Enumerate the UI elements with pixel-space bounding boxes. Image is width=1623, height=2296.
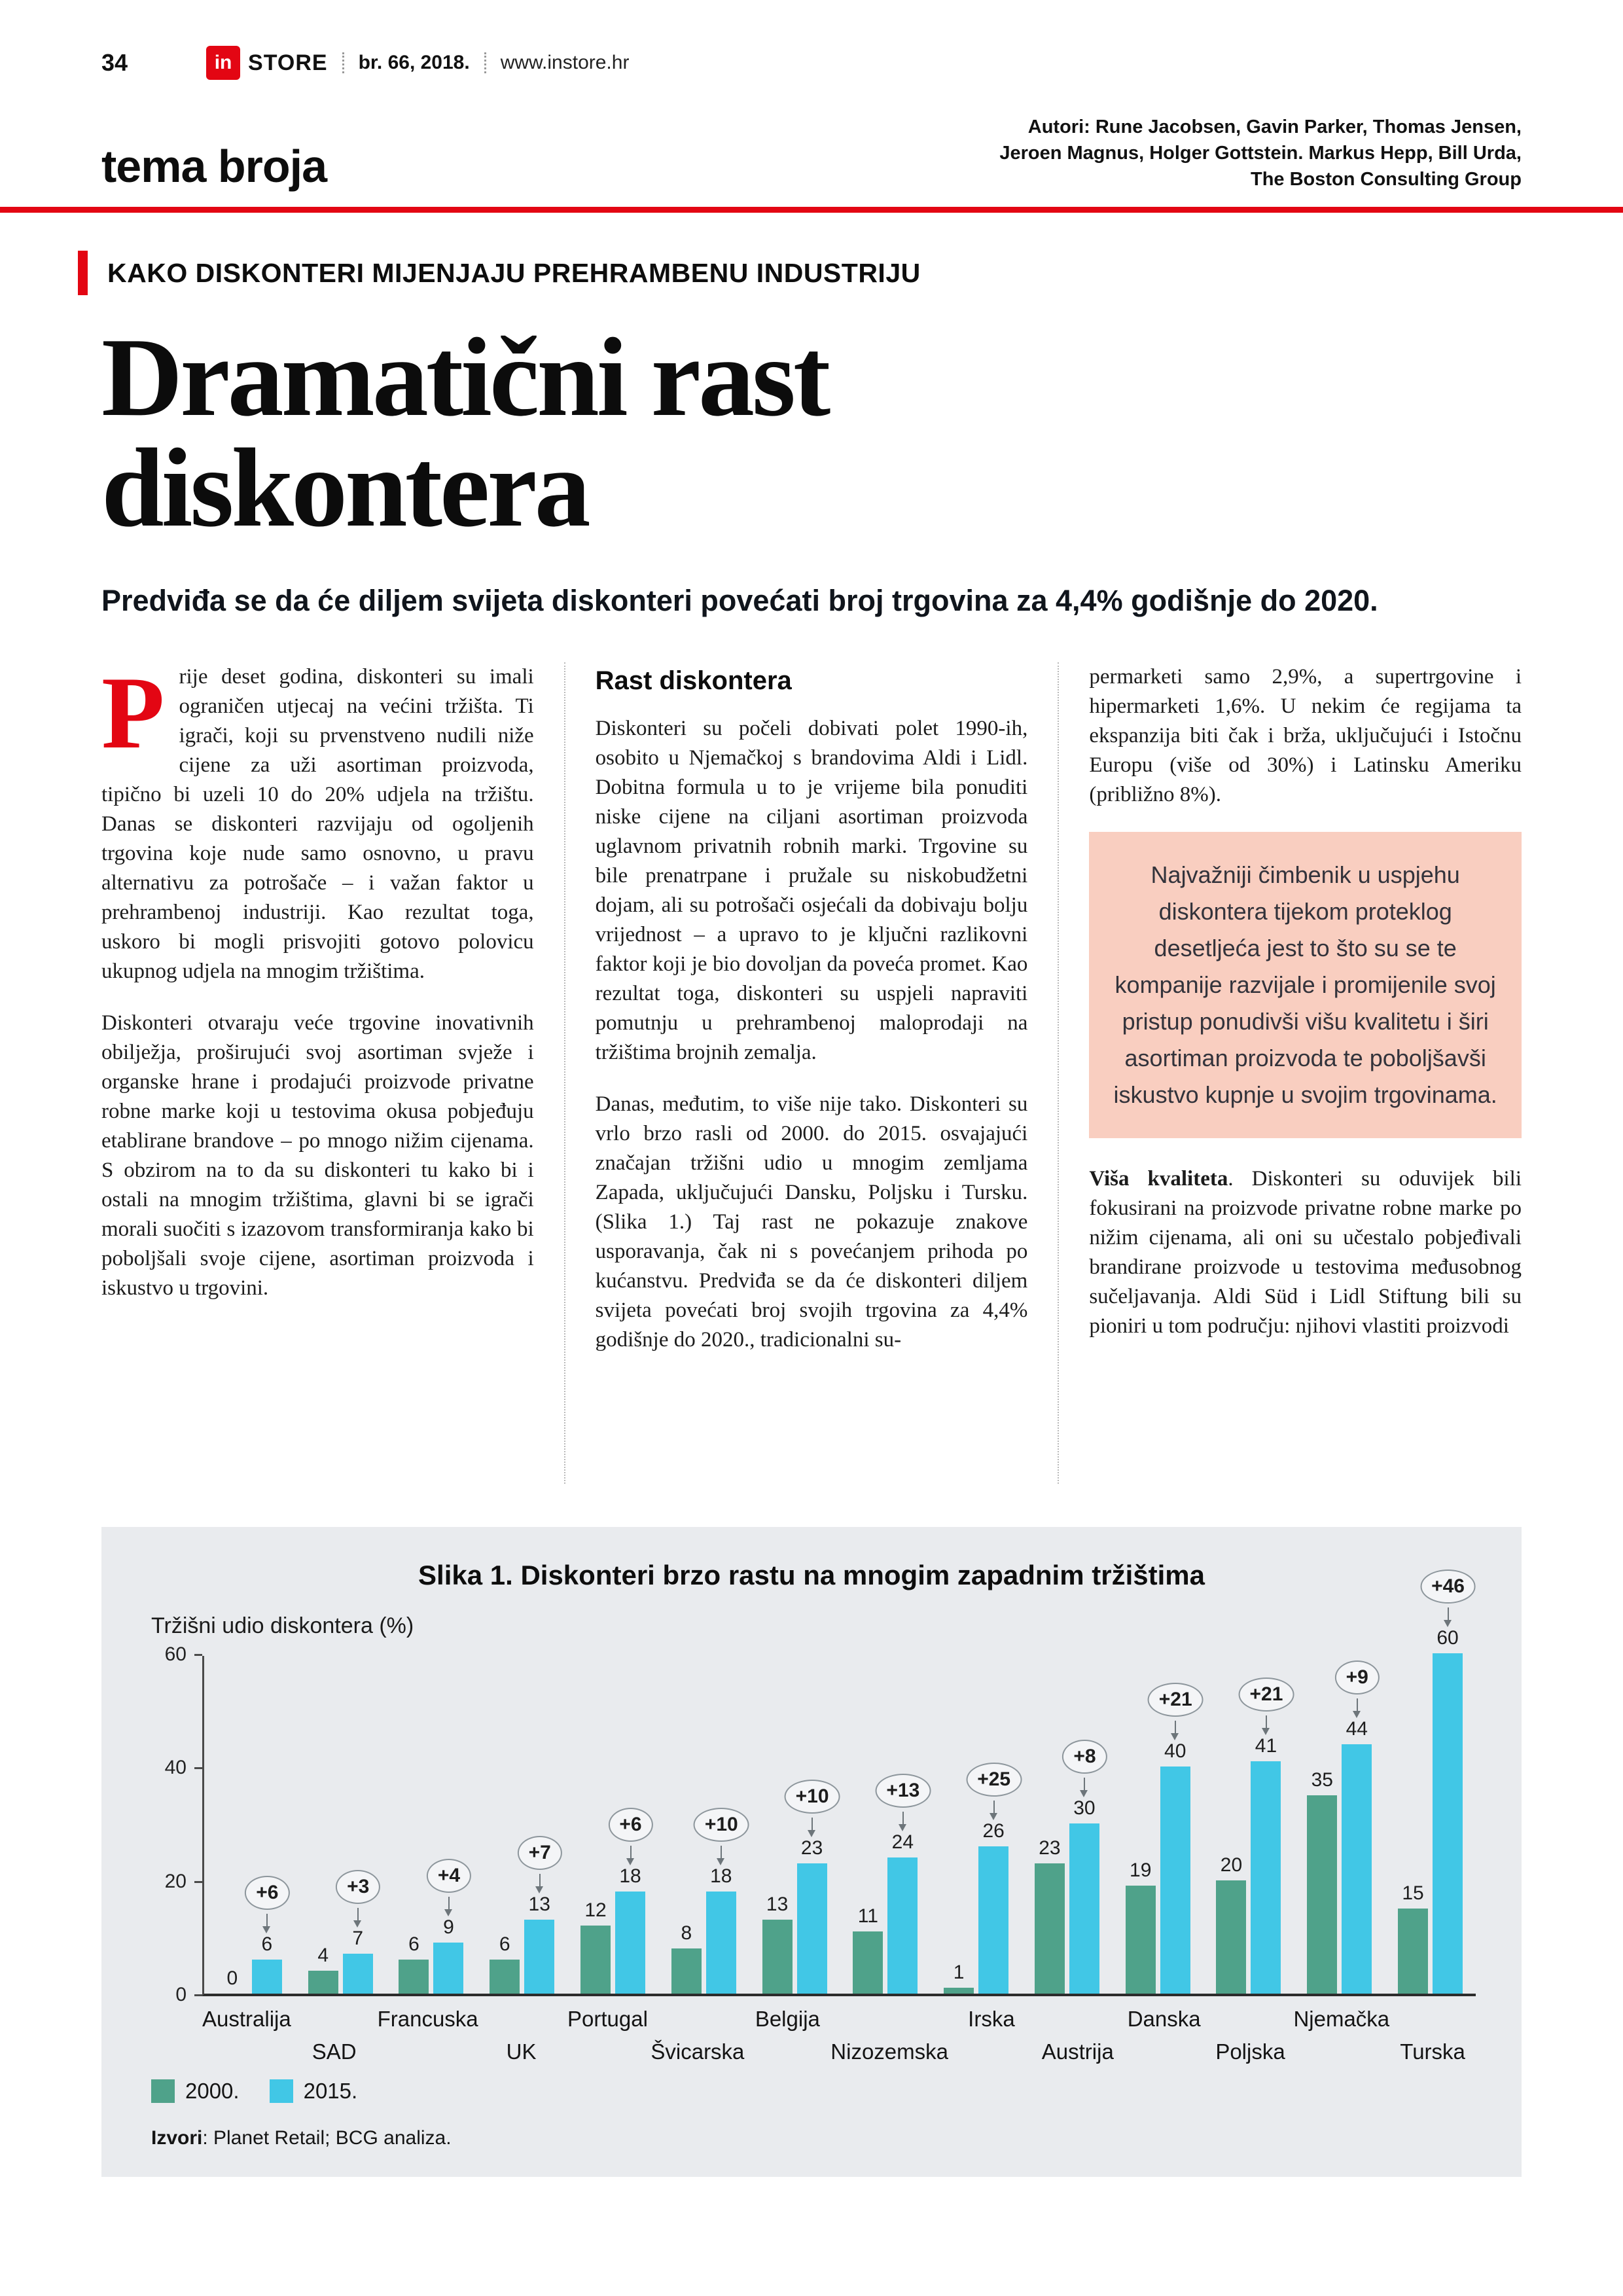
- delta-badge-nizozemska: +13: [875, 1774, 931, 1808]
- source-text: : Planet Retail; BCG analiza.: [202, 2127, 452, 2149]
- bar-column: [433, 1916, 463, 1994]
- x-label-nizozemska: Nizozemska: [830, 2039, 948, 2064]
- paragraph: [1089, 1164, 1522, 1341]
- delta-badge-sad: +3: [336, 1870, 380, 1904]
- bar-group-nizozemska: [840, 1656, 931, 1994]
- bar-2015-nizozemska: [887, 1857, 918, 1994]
- column-2: [564, 662, 1028, 1484]
- delta-arrow: [1266, 1715, 1267, 1732]
- bar-2000-poljska: [1216, 1880, 1246, 1994]
- bar-value-label: 60: [1436, 1627, 1459, 1649]
- article-columns: [101, 662, 1522, 1484]
- chart-x-axis-labels: [202, 1996, 1476, 2076]
- bar-value-label: 13: [766, 1893, 789, 1916]
- x-label-australija: Australija: [202, 2007, 291, 2032]
- bar-2000-uk: [490, 1960, 520, 1994]
- delta-badge-njemačka: +9: [1335, 1660, 1380, 1695]
- bar-value-label: 12: [584, 1899, 607, 1922]
- bar-2015-austrija: [1069, 1823, 1099, 1994]
- bar-value-label: 40: [1164, 1740, 1186, 1763]
- bar-group-danska: [1113, 1656, 1204, 1994]
- bar-column: [1342, 1718, 1372, 1994]
- bar-group-austrija: [1022, 1656, 1113, 1994]
- y-tick-label-0: 0: [175, 1984, 187, 2006]
- bar-group-australija: [204, 1656, 295, 1994]
- bar-value-label: 0: [226, 1967, 238, 1990]
- chart-y-axis: [147, 1643, 202, 2006]
- logo-store-text: STORE: [248, 50, 328, 75]
- bar-value-label: 41: [1255, 1734, 1277, 1757]
- bar-column: [1251, 1735, 1281, 1994]
- headline-line-1: Dramatični rast: [101, 315, 829, 440]
- bar-2015-njemačka: [1342, 1744, 1372, 1994]
- bar-2000-danska: [1126, 1886, 1156, 1994]
- article-kicker: KAKO DISKONTERI MIJENJAJU PREHRAMBENU INDUSTRIJU: [107, 257, 921, 288]
- bar-value-label: 7: [352, 1928, 364, 1950]
- x-label-njemačka: Njemačka: [1293, 2007, 1390, 2032]
- delta-badge-francuska: +4: [427, 1859, 471, 1893]
- delta-arrow: [1357, 1698, 1358, 1715]
- bar-2015-francuska: [433, 1943, 463, 1994]
- legend-label: 2015.: [303, 2079, 358, 2104]
- website-url[interactable]: www.instore.hr: [500, 52, 630, 73]
- bar-column: [343, 1928, 373, 1994]
- instore-logo-mark: [206, 46, 240, 80]
- delta-badge-belgija: +10: [785, 1780, 840, 1814]
- bar-value-label: 6: [261, 1933, 273, 1956]
- chart-y-axis-label: Tržišni udio diskontera (%): [151, 1613, 414, 1639]
- bar-column: [797, 1837, 827, 1994]
- bar-group-turska: [1385, 1575, 1476, 1994]
- y-tick-label-20: 20: [164, 1870, 187, 1892]
- delta-arrow: [539, 1874, 541, 1891]
- bar-column: [580, 1899, 611, 1994]
- bar-group-švicarska: [658, 1656, 749, 1994]
- bar-value-label: 6: [499, 1933, 510, 1956]
- x-label-danska: Danska: [1127, 2007, 1201, 2032]
- authors-line-2: Jeroen Magnus, Holger Gottstein. Markus Hepp, Bill Urda,: [999, 143, 1522, 164]
- authors-line-1: Autori: Rune Jacobsen, Gavin Parker, Thomas Jensen,: [1027, 117, 1522, 137]
- bar-value-label: 23: [1039, 1837, 1061, 1859]
- x-label-sad: SAD: [312, 2039, 357, 2064]
- bar-group-poljska: [1204, 1656, 1294, 1994]
- y-tick-label-40: 40: [164, 1757, 187, 1779]
- y-tick-label-60: 60: [164, 1643, 187, 1666]
- bar-value-label: 44: [1346, 1717, 1368, 1740]
- bar-value-label: 18: [619, 1865, 641, 1888]
- bar-value-label: 19: [1130, 1859, 1152, 1882]
- issue-number: br. 66, 2018.: [358, 52, 470, 73]
- kicker-row: [101, 251, 1522, 295]
- delta-arrow: [1175, 1721, 1176, 1738]
- delta-badge-portugal: +6: [608, 1808, 652, 1842]
- masthead-row: [101, 46, 1522, 80]
- delta-badge-danska: +21: [1148, 1683, 1204, 1717]
- bar-group-portugal: [567, 1656, 658, 1994]
- delta-arrow: [993, 1801, 995, 1818]
- bar-column: [308, 1945, 338, 1994]
- bar-2015-poljska: [1251, 1761, 1281, 1994]
- delta-arrow: [630, 1846, 632, 1863]
- kicker-red-bar: [78, 251, 88, 295]
- logo-in-text: in: [214, 52, 232, 73]
- delta-arrow: [1084, 1778, 1085, 1795]
- delta-arrow: [266, 1914, 268, 1931]
- authors-line-3: The Boston Consulting Group: [1250, 169, 1522, 190]
- bar-column: [1216, 1854, 1246, 1994]
- bar-column: [706, 1865, 736, 1994]
- x-label-poljska: Poljska: [1215, 2039, 1285, 2064]
- legend-swatch: [270, 2079, 293, 2103]
- bar-2015-belgija: [797, 1863, 827, 1994]
- bar-2015-irska: [978, 1846, 1008, 1994]
- bar-2015-švicarska: [706, 1892, 736, 1994]
- paragraph: Diskonteri su počeli dobivati polet 1990-ih, osobito u Njemačkoj s brandovima Aldi i Lidl. Dobitna formula u to je vrijeme bila ponuditi niske cijene na ciljani asortiman proizvoda uglavnom privatnih robnih marki. Trgovine su bile prenatrpane i pružale su niskobudžetni dojam, ali su potrošači osjećali da dobivaju bolju vrijednost – a upravo to je ključni razlikovni faktor koji je bio dovoljan da poveća promet. Kao rezultat toga, diskonteri su uspjeli napraviti pomutnju u prehrambenoj maloprodaji na tržištima brojnih zemalja.: [595, 717, 1028, 1065]
- section-title: tema broja: [101, 141, 327, 192]
- paragraph: [101, 662, 534, 986]
- legend-label: 2000.: [185, 2079, 240, 2104]
- bar-column: [524, 1893, 554, 1994]
- legend-item-2015: [270, 2079, 358, 2104]
- bar-group-irska: [931, 1656, 1022, 1994]
- bar-value-label: 23: [800, 1837, 823, 1859]
- bar-value-label: 20: [1220, 1854, 1243, 1876]
- x-label-portugal: Portugal: [567, 2007, 648, 2032]
- bar-value-label: 30: [1073, 1797, 1096, 1820]
- article-deck: Predviđa se da će diljem svijeta diskonteri povećati broj trgovina za 4,4% godišnje do 2020.: [101, 584, 1378, 618]
- paragraph: Diskonteri otvaraju veće trgovine inovativnih obilježja, proširujući svoj asortiman svježe i organske hrane i prodajući proizvode privatne robne marke koji u testovima okusa pobjeđuju etablirane brandove – po mnogo nižim cijenama. S obzirom na to da su diskonteri tu kako bi i ostali na mnogim tržištima, glavni bi se igrači morali suočiti s izazovom transformiranja kako bi poboljšali svoje cijene, asortiman proizvoda i iskustvo u trgovini.: [101, 1011, 534, 1300]
- bar-value-label: 8: [681, 1922, 692, 1944]
- y-tick-mark: [194, 1767, 202, 1769]
- paragraph: permarketi samo 2,9%, a supertrgovine i hipermarketi 1,6%. U nekim će regijama ta ekspanzija biti čak i brža, uključujući i Istočnu Europu (više od 30%) i Latinsku Ameriku (približno 8%).: [1089, 665, 1522, 807]
- bar-group-sad: [295, 1656, 386, 1994]
- delta-arrow: [721, 1846, 722, 1863]
- delta-arrow: [1448, 1607, 1449, 1624]
- bar-group-uk: [476, 1656, 567, 1994]
- bar-2015-uk: [524, 1920, 554, 1994]
- bar-value-label: 18: [710, 1865, 732, 1888]
- y-tick-mark: [194, 1654, 202, 1656]
- bar-column: [615, 1865, 645, 1994]
- bar-column: [1069, 1797, 1099, 1994]
- x-label-turska: Turska: [1400, 2039, 1465, 2064]
- bar-2000-francuska: [399, 1960, 429, 1994]
- section-row: [101, 114, 1522, 192]
- bar-column: [399, 1933, 429, 1994]
- bar-value-label: 4: [317, 1945, 329, 1967]
- bar-value-label: 9: [443, 1916, 454, 1939]
- bar-column: [217, 1967, 247, 1994]
- x-label-francuska: Francuska: [377, 2007, 478, 2032]
- chart-source: [151, 2127, 1476, 2149]
- delta-badge-australija: +6: [245, 1876, 289, 1910]
- instore-logo: [206, 46, 328, 80]
- delta-badge-irska: +25: [966, 1763, 1022, 1797]
- delta-badge-austrija: +8: [1062, 1740, 1107, 1774]
- delta-badge-švicarska: +10: [694, 1808, 749, 1842]
- bar-value-label: 26: [982, 1820, 1005, 1842]
- subheading: Rast diskontera: [595, 666, 792, 696]
- delta-arrow: [448, 1897, 450, 1914]
- bar-column: [978, 1820, 1008, 1994]
- bar-group-njemačka: [1294, 1656, 1385, 1994]
- bar-2015-australija: [252, 1960, 282, 1994]
- chart-title: Slika 1. Diskonteri brzo rastu na mnogim zapadnim tržištima: [418, 1560, 1205, 1591]
- legend-item-2000: [151, 2079, 240, 2104]
- bar-column: [1126, 1859, 1156, 1994]
- x-label-uk: UK: [506, 2039, 537, 2064]
- delta-arrow: [902, 1812, 904, 1829]
- bar-value-label: 11: [857, 1905, 878, 1927]
- delta-arrow: [812, 1818, 813, 1835]
- page-header: [101, 46, 1522, 213]
- bar-2000-austrija: [1035, 1863, 1065, 1994]
- y-tick-mark: [194, 1994, 202, 1996]
- bar-2000-njemačka: [1307, 1795, 1337, 1994]
- y-tick-mark: [194, 1881, 202, 1883]
- bar-column: [944, 1962, 974, 1994]
- bar-2015-portugal: [615, 1892, 645, 1994]
- column-1: [101, 662, 534, 1484]
- article-headline: [101, 315, 1522, 550]
- bar-2015-sad: [343, 1954, 373, 1994]
- delta-badge-uk: +7: [518, 1836, 562, 1870]
- bar-column: [762, 1893, 793, 1994]
- bar-2000-belgija: [762, 1920, 793, 1994]
- bar-column: [490, 1933, 520, 1994]
- pull-quote: Najvažniji čimbenik u uspjehu diskontera tijekom proteklog desetljeća jest to što su se te kompanije razvijale i promijenile svoj pristup ponudivši višu kvalitetu i širi asortiman proizvoda te poboljšavši iskustvo kupnje u svojim trgovinama.: [1089, 832, 1522, 1138]
- bar-2015-danska: [1160, 1767, 1190, 1994]
- bar-2000-irska: [944, 1988, 974, 1994]
- bar-group-francuska: [386, 1656, 477, 1994]
- bar-column: [853, 1905, 883, 1994]
- bar-2000-turska: [1398, 1909, 1428, 1994]
- paragraph: Danas, međutim, to više nije tako. Diskonteri su vrlo brzo rasli od 2000. do 2015. osvajajući značajan tržišni udio u mnogim zemljama Zapada, uključujući Dansku, Poljsku i Tursku. (Slika 1.) Taj rast ne pokazuje znakove usporavanja, čak ni s povećanjem prihoda po kućanstvu. Predviđa se da će diskonteri diljem svijeta povećati broj svojih trgovina za 4,4% godišnje do 2020., tradicionalni su-: [595, 1092, 1028, 1352]
- paragraph-lead-in: Viša kvaliteta: [1089, 1167, 1228, 1191]
- bar-column: [1433, 1627, 1463, 1994]
- column-3: [1058, 662, 1522, 1484]
- figure-1: [101, 1527, 1522, 2177]
- header-divider: [484, 52, 486, 73]
- bar-value-label: 6: [408, 1933, 419, 1956]
- bar-column: [1398, 1882, 1428, 1994]
- drop-cap: P: [101, 662, 165, 771]
- delta-arrow: [357, 1908, 359, 1925]
- legend-swatch: [151, 2079, 175, 2103]
- bar-column: [1035, 1837, 1065, 1994]
- header-divider: [342, 52, 344, 73]
- delta-badge-turska: +46: [1420, 1570, 1476, 1604]
- x-label-irska: Irska: [968, 2007, 1015, 2032]
- x-label-belgija: Belgija: [755, 2007, 820, 2032]
- bar-value-label: 1: [953, 1962, 965, 1984]
- bar-value-label: 15: [1402, 1882, 1424, 1905]
- bar-2000-nizozemska: [853, 1931, 883, 1994]
- header-rule: [0, 207, 1623, 213]
- x-label-austrija: Austrija: [1041, 2039, 1114, 2064]
- headline-line-2: diskontera: [101, 425, 588, 550]
- bar-2000-švicarska: [671, 1948, 702, 1994]
- page-number: 34: [101, 49, 128, 76]
- bar-value-label: 13: [528, 1893, 550, 1916]
- delta-badge-poljska: +21: [1239, 1677, 1294, 1712]
- chart-legend: [151, 2079, 1476, 2104]
- bar-value-label: 35: [1311, 1768, 1333, 1791]
- x-label-švicarska: Švicarska: [651, 2039, 745, 2064]
- authors-credit: [999, 114, 1522, 192]
- bar-group-belgija: [749, 1656, 840, 1994]
- bar-2000-portugal: [580, 1926, 611, 1994]
- bar-column: [887, 1831, 918, 1994]
- bar-2015-turska: [1433, 1653, 1463, 1994]
- bar-column: [1160, 1740, 1190, 1994]
- bar-column: [252, 1933, 282, 1994]
- bar-2000-sad: [308, 1971, 338, 1994]
- source-label: Izvori: [151, 2127, 203, 2149]
- bar-value-label: 24: [891, 1831, 914, 1854]
- paragraph-text: rije deset godina, diskonteri su imali ograničen utjecaj na većini tržišta. Ti igrači, koji su prvenstveno nudili niže cijene za uži asortiman proizvoda, tipično bi uzeli 10 do 20% udjela na tržištu. Danas se diskonteri razvijaju od ogoljenih trgovina koje nude samo osnovno, u pravu alternativu za potrošače – i važan faktor u prehrambenoj industriji. Kao rezultat toga, uskoro bi mogli prisvojiti gotovo polovicu ukupnog udjela na mnogim tržištima.: [101, 665, 534, 984]
- paragraph-text: . Diskonteri su oduvijek bili fokusirani na proizvode privatne robne marke po nižim cijenama, ali oni su učestalo pobjeđivali brandirane proizvode u testovima međusobnog sučeljavanja. Aldi Süd i Lidl Stiftung bili su pioniri u tom području: njihovi vlastiti proizvodi: [1089, 1167, 1522, 1338]
- bar-column: [671, 1922, 702, 1994]
- bar-column: [1307, 1769, 1337, 1994]
